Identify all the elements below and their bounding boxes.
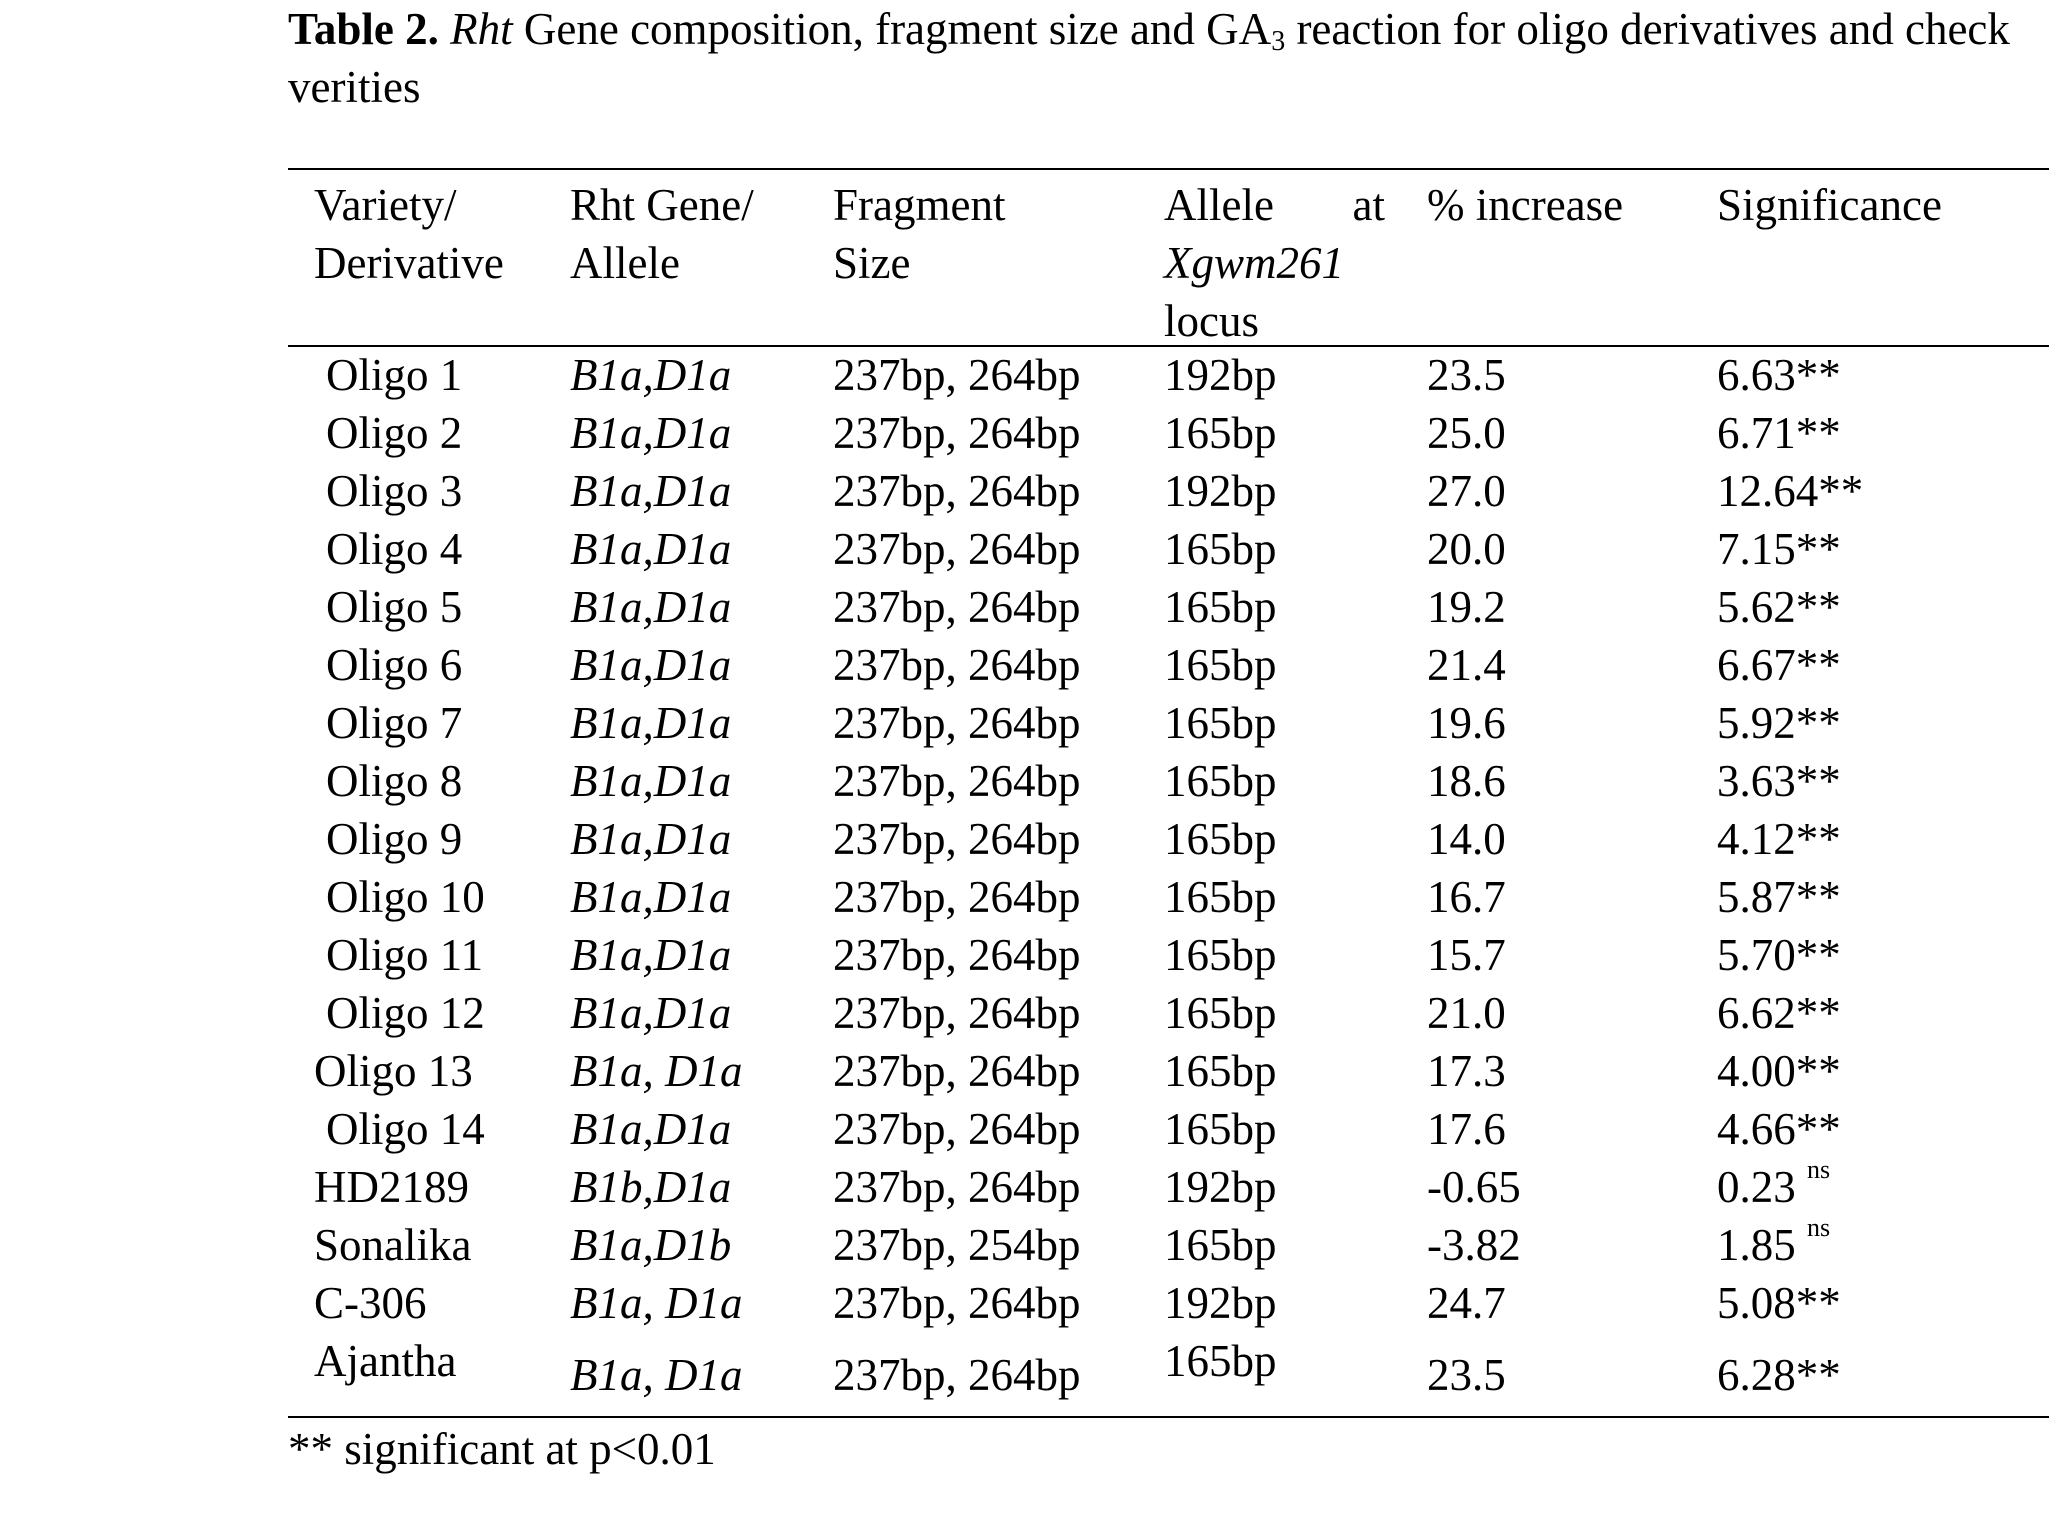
cell-significance xyxy=(1717,636,1841,694)
header-increase xyxy=(1427,176,1623,234)
header-allele-word2: at xyxy=(1352,180,1385,230)
cell-fragment: 237bp, 264bp xyxy=(833,1278,1081,1328)
cell-variety: Oligo 1 xyxy=(326,350,463,400)
significance-value: 7.15** xyxy=(1717,524,1841,574)
cell-increase: 25.0 xyxy=(1427,408,1506,458)
cell-increase: 23.5 xyxy=(1427,350,1506,400)
cell-significance xyxy=(1717,404,1841,462)
cell-significance xyxy=(1717,752,1841,810)
cell-variety: Sonalika xyxy=(314,1220,472,1270)
cell-variety: Oligo 11 xyxy=(326,930,484,980)
cell-significance xyxy=(1717,984,1841,1042)
header-variety xyxy=(314,176,504,292)
header-fragment-line2: Size xyxy=(833,238,911,288)
caption-subscript: 3 xyxy=(1271,26,1286,57)
cell-fragment: 237bp, 264bp xyxy=(833,1046,1081,1096)
cell-significance xyxy=(1717,346,1841,404)
cell-gene: B1a,D1a xyxy=(570,640,732,690)
cell-fragment: 237bp, 264bp xyxy=(833,1162,1081,1212)
table-bottom-rule xyxy=(288,1416,2049,1418)
significance-value: 6.71** xyxy=(1717,408,1841,458)
cell-increase: -0.65 xyxy=(1427,1162,1521,1212)
header-fragment-line1: Fragment xyxy=(833,180,1006,230)
header-allele-word1: Allele xyxy=(1164,180,1274,230)
significance-value: 5.08** xyxy=(1717,1278,1841,1328)
caption-label: Table 2. xyxy=(288,4,439,54)
cell-fragment: 237bp, 264bp xyxy=(833,1350,1081,1400)
cell-gene: B1a,D1a xyxy=(570,698,732,748)
cell-fragment: 237bp, 264bp xyxy=(833,466,1081,516)
significance-value: 0.23 xyxy=(1717,1162,1796,1212)
cell-fragment: 237bp, 254bp xyxy=(833,1220,1081,1270)
cell-allele: 165bp xyxy=(1164,1220,1277,1270)
cell-significance xyxy=(1717,1042,1841,1100)
cell-allele: 165bp xyxy=(1164,408,1277,458)
cell-increase: 14.0 xyxy=(1427,814,1506,864)
cell-increase: 24.7 xyxy=(1427,1278,1506,1328)
cell-fragment: 237bp, 264bp xyxy=(833,988,1081,1038)
cell-variety: Oligo 3 xyxy=(326,466,463,516)
cell-gene: B1a,D1a xyxy=(570,930,732,980)
cell-allele: 165bp xyxy=(1164,582,1277,632)
cell-gene: B1a,D1a xyxy=(570,350,732,400)
cell-variety: Oligo 2 xyxy=(326,408,463,458)
significance-value: 5.92** xyxy=(1717,698,1841,748)
cell-variety: Oligo 4 xyxy=(326,524,463,574)
cell-significance xyxy=(1717,1346,1841,1404)
cell-gene: B1a,D1a xyxy=(570,988,732,1038)
cell-increase: 21.0 xyxy=(1427,988,1506,1038)
cell-variety: Oligo 14 xyxy=(326,1104,485,1154)
cell-significance xyxy=(1717,462,1863,520)
cell-significance xyxy=(1717,1213,1831,1274)
cell-variety: Oligo 12 xyxy=(326,988,485,1038)
significance-value: 5.87** xyxy=(1717,872,1841,922)
cell-variety: Oligo 10 xyxy=(326,872,485,922)
cell-fragment: 237bp, 264bp xyxy=(833,698,1081,748)
cell-variety: Oligo 13 xyxy=(314,1046,473,1096)
table-row xyxy=(0,404,2049,462)
cell-increase: -3.82 xyxy=(1427,1220,1521,1270)
cell-allele: 165bp xyxy=(1164,1046,1277,1096)
cell-allele: 165bp xyxy=(1164,640,1277,690)
table-caption xyxy=(288,0,2028,116)
cell-allele: 165bp xyxy=(1164,756,1277,806)
caption-text-part1: Gene composition, fragment size and GA xyxy=(512,4,1272,54)
cell-allele: 192bp xyxy=(1164,350,1277,400)
cell-allele: 165bp xyxy=(1164,988,1277,1038)
header-gene-line1: Rht Gene/ xyxy=(570,180,754,230)
table-row xyxy=(0,1274,2049,1332)
table-row xyxy=(0,1336,2049,1404)
cell-allele: 165bp xyxy=(1164,698,1277,748)
cell-significance xyxy=(1717,578,1841,636)
cell-significance xyxy=(1717,1274,1841,1332)
significance-value: 1.85 xyxy=(1717,1220,1796,1270)
table-row xyxy=(0,578,2049,636)
header-significance xyxy=(1717,176,1942,234)
cell-significance xyxy=(1717,694,1841,752)
significance-value: 5.70** xyxy=(1717,930,1841,980)
cell-allele: 192bp xyxy=(1164,1278,1277,1328)
cell-increase: 23.5 xyxy=(1427,1350,1506,1400)
cell-increase: 19.6 xyxy=(1427,698,1506,748)
cell-gene: B1a,D1a xyxy=(570,1104,732,1154)
cell-increase: 16.7 xyxy=(1427,872,1506,922)
cell-variety: Oligo 8 xyxy=(326,756,463,806)
header-variety-line2: Derivative xyxy=(314,238,504,288)
cell-allele: 165bp xyxy=(1164,814,1277,864)
table-row xyxy=(0,1100,2049,1158)
significance-value: 4.00** xyxy=(1717,1046,1841,1096)
header-significance-text: Significance xyxy=(1717,180,1942,230)
significance-superscript: ns xyxy=(1807,1213,1831,1242)
cell-increase: 20.0 xyxy=(1427,524,1506,574)
table-row xyxy=(0,1042,2049,1100)
cell-gene: B1b,D1a xyxy=(570,1162,732,1212)
cell-gene: B1a,D1a xyxy=(570,872,732,922)
cell-increase: 21.4 xyxy=(1427,640,1506,690)
cell-allele: 165bp xyxy=(1164,1336,1277,1386)
cell-allele: 165bp xyxy=(1164,930,1277,980)
cell-gene: B1a, D1a xyxy=(570,1350,743,1400)
header-allele xyxy=(1164,176,1385,350)
cell-increase: 18.6 xyxy=(1427,756,1506,806)
cell-gene: B1a, D1a xyxy=(570,1046,743,1096)
cell-variety: Oligo 5 xyxy=(326,582,463,632)
cell-increase: 19.2 xyxy=(1427,582,1506,632)
table-row xyxy=(0,868,2049,926)
cell-significance xyxy=(1717,868,1841,926)
cell-fragment: 237bp, 264bp xyxy=(833,582,1081,632)
header-allele-locus-name: Xgwm261 xyxy=(1164,238,1344,288)
header-increase-text: % increase xyxy=(1427,180,1624,230)
table-row xyxy=(0,1155,2049,1216)
table-top-rule xyxy=(288,168,2049,170)
significance-value: 6.28** xyxy=(1717,1350,1841,1400)
cell-gene: B1a,D1a xyxy=(570,582,732,632)
cell-significance xyxy=(1717,1100,1841,1158)
cell-gene: B1a,D1a xyxy=(570,524,732,574)
table-footnote: ** significant at p<0.01 xyxy=(288,1424,716,1474)
table-row xyxy=(0,1213,2049,1274)
significance-value: 6.67** xyxy=(1717,640,1841,690)
cell-variety: C-306 xyxy=(314,1278,427,1328)
header-variety-line1: Variety/ xyxy=(314,180,457,230)
table-row xyxy=(0,346,2049,404)
cell-fragment: 237bp, 264bp xyxy=(833,524,1081,574)
cell-variety: Ajantha xyxy=(314,1336,457,1386)
cell-allele: 192bp xyxy=(1164,466,1277,516)
cell-significance xyxy=(1717,520,1841,578)
table-row xyxy=(0,810,2049,868)
header-fragment xyxy=(833,176,1005,292)
significance-value: 6.62** xyxy=(1717,988,1841,1038)
table-row xyxy=(0,636,2049,694)
cell-gene: B1a,D1a xyxy=(570,756,732,806)
cell-fragment: 237bp, 264bp xyxy=(833,350,1081,400)
significance-value: 3.63** xyxy=(1717,756,1841,806)
header-gene xyxy=(570,176,754,292)
cell-variety: Oligo 9 xyxy=(326,814,463,864)
cell-fragment: 237bp, 264bp xyxy=(833,930,1081,980)
cell-increase: 27.0 xyxy=(1427,466,1506,516)
cell-gene: B1a,D1a xyxy=(570,814,732,864)
table-row xyxy=(0,694,2049,752)
cell-allele: 165bp xyxy=(1164,1104,1277,1154)
cell-allele: 192bp xyxy=(1164,1162,1277,1212)
cell-variety: HD2189 xyxy=(314,1162,469,1212)
cell-fragment: 237bp, 264bp xyxy=(833,814,1081,864)
cell-variety: Oligo 7 xyxy=(326,698,463,748)
cell-increase: 15.7 xyxy=(1427,930,1506,980)
header-gene-line2: Allele xyxy=(570,238,680,288)
cell-variety: Oligo 6 xyxy=(326,640,463,690)
significance-value: 6.63** xyxy=(1717,350,1841,400)
significance-superscript: ns xyxy=(1807,1155,1831,1184)
table-row xyxy=(0,926,2049,984)
cell-gene: B1a,D1a xyxy=(570,466,732,516)
header-allele-line1 xyxy=(1164,176,1385,234)
cell-fragment: 237bp, 264bp xyxy=(833,1104,1081,1154)
cell-gene: B1a,D1b xyxy=(570,1220,732,1270)
caption-text-part2: reaction for oligo derivatives and check verities xyxy=(288,4,2010,112)
cell-gene: B1a, D1a xyxy=(570,1278,743,1328)
table-row xyxy=(0,520,2049,578)
cell-significance xyxy=(1717,810,1841,868)
cell-allele: 165bp xyxy=(1164,524,1277,574)
cell-increase: 17.6 xyxy=(1427,1104,1506,1154)
cell-allele: 165bp xyxy=(1164,872,1277,922)
cell-significance xyxy=(1717,1155,1831,1216)
significance-value: 5.62** xyxy=(1717,582,1841,632)
cell-fragment: 237bp, 264bp xyxy=(833,756,1081,806)
cell-increase: 17.3 xyxy=(1427,1046,1506,1096)
table-row xyxy=(0,984,2049,1042)
cell-fragment: 237bp, 264bp xyxy=(833,640,1081,690)
significance-value: 4.12** xyxy=(1717,814,1841,864)
caption-italic-word: Rht xyxy=(450,4,513,54)
significance-value: 12.64** xyxy=(1717,466,1864,516)
cell-gene: B1a,D1a xyxy=(570,408,732,458)
table-row xyxy=(0,752,2049,810)
significance-value: 4.66** xyxy=(1717,1104,1841,1154)
cell-significance xyxy=(1717,926,1841,984)
cell-fragment: 237bp, 264bp xyxy=(833,408,1081,458)
cell-fragment: 237bp, 264bp xyxy=(833,872,1081,922)
header-allele-line3: locus xyxy=(1164,296,1259,346)
table-row xyxy=(0,462,2049,520)
